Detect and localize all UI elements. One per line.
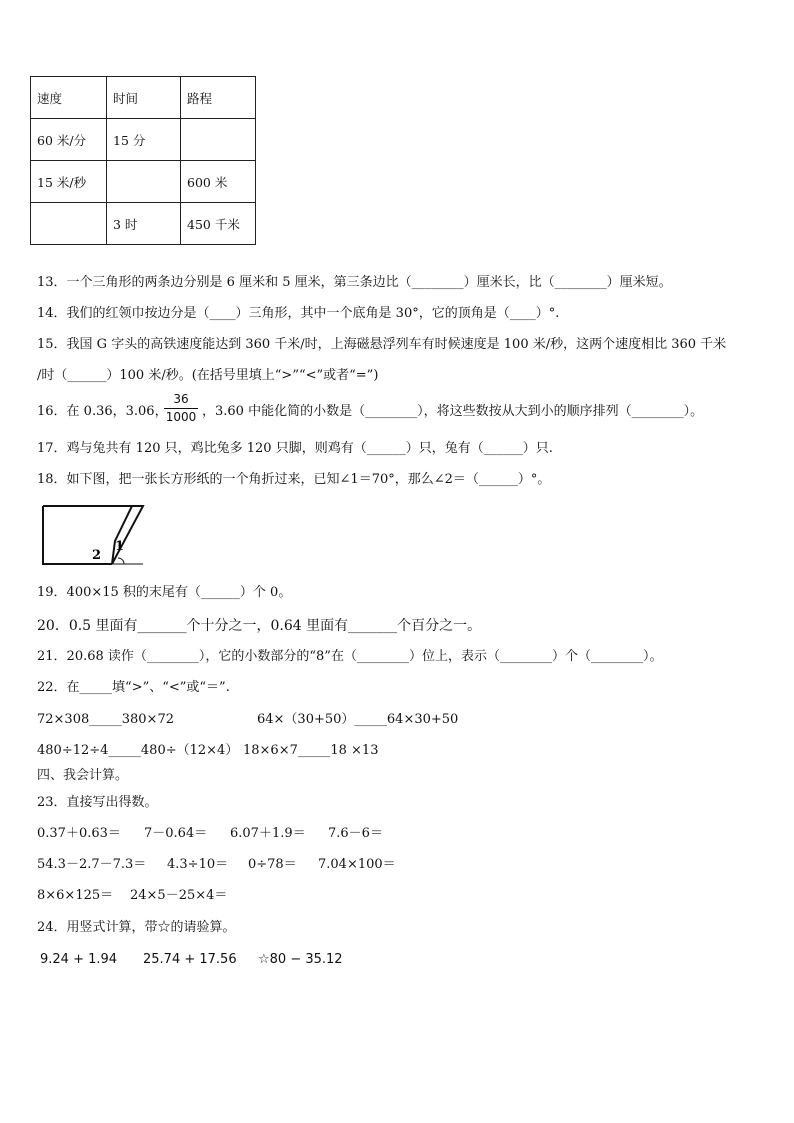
table-cell: 3 时 — [107, 203, 181, 245]
table-cell: 路程 — [181, 77, 256, 119]
table-cell: 速度 — [31, 77, 107, 119]
folded-corner — [112, 506, 143, 564]
angle-1-label: 1 — [115, 539, 125, 554]
question-19: 19．400×15 积的末尾有（______）个 0。 — [37, 585, 292, 600]
table-row — [31, 119, 256, 161]
angle-2-label: 2 — [92, 548, 102, 563]
question-24: 24．用竖式计算，带☆的请验算。 — [37, 920, 236, 935]
question-21: 21．20.68 读作（________），它的小数部分的“8”在（________）位上，表示（________）个（________）。 — [37, 649, 663, 664]
fraction-bar — [164, 408, 198, 409]
speed-time-distance-table — [30, 76, 256, 245]
table-row — [31, 203, 256, 245]
table-cell — [107, 161, 181, 203]
calc-item: 24×5－25×4＝ — [130, 888, 228, 903]
calc-item: 7.04×100＝ — [318, 857, 396, 872]
rectangle-left-bottom-edge — [43, 506, 112, 564]
compare-item: 72×308_____380×72 — [37, 712, 174, 727]
table-cell: 15 米/秒 — [31, 161, 107, 203]
table-cell: 60 米/分 — [31, 119, 107, 161]
question-15-line2: /时（______）100 米/秒。(在括号里填上“>”“<”或者“=”) — [37, 368, 379, 383]
table-cell — [181, 119, 256, 161]
compare-item: 18×6×7_____18 ×13 — [243, 743, 379, 758]
calc-item: 6.07＋1.9＝ — [230, 826, 306, 841]
fraction-36-over-1000 — [162, 392, 200, 425]
vertical-calc-item: 9.24 + 1.94 — [40, 952, 118, 967]
question-16-suffix: ，3.60 中能化简的小数是（________），将这些数按从大到小的顺序排列（________）。 — [202, 404, 704, 419]
question-17: 17．鸡与兔共有 120 只，鸡比兔多 120 只脚，则鸡有（______）只，兔有（______）只. — [37, 441, 553, 456]
calc-item: 7.6－6＝ — [328, 826, 383, 841]
table-cell: 时间 — [107, 77, 181, 119]
question-18: 18．如下图，把一张长方形纸的一个角折过来，已知∠1＝70°，那么∠2＝（______）°。 — [37, 472, 551, 487]
table-cell: 600 米 — [181, 161, 256, 203]
folded-rectangle-figure — [40, 503, 150, 567]
fraction-denominator: 1000 — [165, 410, 197, 424]
compare-item: 64×（30+50）_____64×30+50 — [257, 712, 459, 727]
question-20: 20．0.5 里面有_______个十分之一，0.64 里面有_______个百分之一。 — [37, 618, 482, 634]
angle-mark — [118, 558, 124, 564]
table-row — [31, 77, 256, 119]
calc-item: 0÷78＝ — [248, 857, 297, 872]
calc-item: 54.3－2.7－7.3＝ — [37, 857, 147, 872]
calc-item: 4.3÷10＝ — [167, 857, 229, 872]
calc-item: 7－0.64＝ — [144, 826, 208, 841]
question-15-line1: 15．我国 G 字头的高铁速度能达到 360 千米/时，上海磁悬浮列车有时候速度是 100 米/秒，这两个速度相比 360 千米 — [37, 337, 727, 352]
vertical-calc-item: ☆80 − 35.12 — [258, 952, 343, 967]
question-16-prefix: 16．在 0.36，3.06， — [37, 404, 168, 419]
question-22: 22．在_____填“>”、“<”或“＝”. — [37, 680, 230, 695]
compare-item: 480÷12÷4_____480÷（12×4） — [37, 743, 239, 758]
table-cell: 15 分 — [107, 119, 181, 161]
table-cell: 450 千米 — [181, 203, 256, 245]
question-13: 13．一个三角形的两条边分别是 6 厘米和 5 厘米，第三条边比（________）厘米长，比（________）厘米短。 — [37, 275, 672, 290]
calc-item: 0.37＋0.63＝ — [37, 826, 121, 841]
calc-item: 8×6×125＝ — [37, 888, 114, 903]
table-row — [31, 161, 256, 203]
question-23: 23．直接写出得数。 — [37, 795, 158, 810]
section-heading: 四、我会计算。 — [37, 768, 129, 783]
vertical-calc-item: 25.74 + 17.56 — [143, 952, 237, 967]
question-14: 14．我们的红领巾按边分是（____）三角形，其中一个底角是 30°，它的顶角是（____）°. — [37, 306, 560, 321]
table-cell — [31, 203, 107, 245]
fraction-numerator: 36 — [173, 392, 189, 406]
